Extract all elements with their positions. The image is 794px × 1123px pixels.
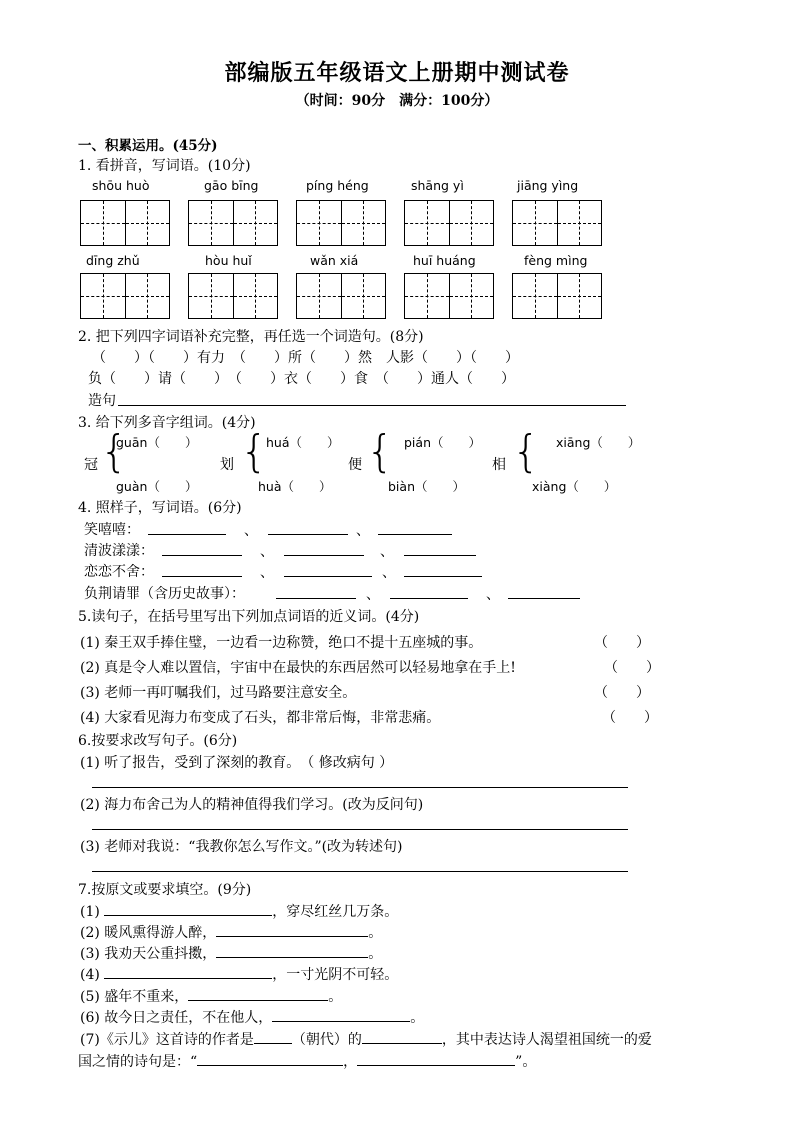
q5-answer-paren[interactable]: （ ） xyxy=(602,710,658,726)
q4-answer-line[interactable] xyxy=(276,598,356,599)
q1-pinyin-4: shāng yì xyxy=(411,178,464,193)
q7-blank[interactable] xyxy=(362,1029,442,1044)
q3-reading: guān（ ） xyxy=(116,435,198,450)
q7-text: (4) xyxy=(80,967,100,983)
q1-writing-box[interactable] xyxy=(80,273,170,319)
q1-writing-box[interactable] xyxy=(404,273,494,319)
q1-prompt: 1. 看拼音，写词语。(10分) xyxy=(78,158,251,174)
q7-text: (2) 暖风熏得游人醉， xyxy=(80,925,217,941)
q1-pinyin-6: dīng zhǔ xyxy=(86,253,140,268)
q1-writing-box[interactable] xyxy=(296,200,386,246)
q3-reading: pián（ ） xyxy=(404,435,481,450)
q1-writing-box[interactable] xyxy=(404,200,494,246)
q7-text: 国之情的诗句是：“ xyxy=(78,1054,198,1070)
q3-reading: guàn（ ） xyxy=(116,479,198,494)
q2-prompt: 2. 把下列四字词语补充完整，再任选一个词造句。(8分) xyxy=(78,329,424,345)
q7-blank[interactable] xyxy=(104,964,272,979)
q7-text: ， xyxy=(343,1054,358,1070)
q7-text: 。 xyxy=(410,1010,425,1026)
q3-prompt: 3. 给下列多音字组词。(4分) xyxy=(78,415,256,431)
q3-char: 相 xyxy=(492,457,506,473)
q7-line-1 xyxy=(80,901,398,921)
q5-answer-paren[interactable]: （ ） xyxy=(594,685,650,701)
q7-blank[interactable] xyxy=(272,1007,410,1022)
q7-prompt: 7.按原文或要求填空。(9分) xyxy=(78,882,252,898)
q7-text: 。 xyxy=(368,925,383,941)
q5-item: (3) 老师一再叮嘱我们，过马路要注意安全。 xyxy=(80,685,357,701)
q3-char: 划 xyxy=(220,457,234,473)
q1-pinyin-7: hòu huǐ xyxy=(205,253,252,268)
q7-text: (7)《示儿》这首诗的作者是 xyxy=(80,1032,254,1048)
q1-writing-box[interactable] xyxy=(296,273,386,319)
q7-line-6 xyxy=(80,1007,424,1027)
q3-reading: huá（ ） xyxy=(266,435,340,450)
q6-answer-line[interactable] xyxy=(92,787,628,788)
q3-char: 冠 xyxy=(84,457,98,473)
q7-blank[interactable] xyxy=(188,986,328,1001)
q4-item: 恋恋不舍： xyxy=(84,564,154,580)
q4-item: 笑嘻嘻： xyxy=(84,522,140,538)
q4-sep: 、 xyxy=(260,565,274,581)
q7-text: ，一寸光阴不可轻。 xyxy=(272,967,399,983)
q5-item: (1) 秦王双手捧住璧，一边看一边称赞，绝口不提十五座城的事。 xyxy=(80,635,483,651)
brace-icon: { xyxy=(512,426,540,477)
q3-reading: xiàng（ ） xyxy=(532,479,617,494)
q4-answer-line[interactable] xyxy=(404,555,476,556)
q4-sep: 、 xyxy=(382,565,396,581)
q4-answer-line[interactable] xyxy=(284,555,364,556)
q7-text: ，穿尽红丝几万条。 xyxy=(272,904,399,920)
q7-text: ，其中表达诗人渴望祖国统一的爱 xyxy=(441,1032,652,1048)
q1-pinyin-2: gāo bīng xyxy=(204,178,259,193)
q1-writing-box[interactable] xyxy=(80,200,170,246)
q5-item: (4) 大家看见海力布变成了石头，都非常后悔，非常悲痛。 xyxy=(80,710,441,726)
q4-item: 清波漾漾： xyxy=(84,543,154,559)
q7-line-5 xyxy=(80,986,342,1006)
q7-blank[interactable] xyxy=(216,943,368,958)
q3-reading: biàn（ ） xyxy=(388,479,465,494)
q1-pinyin-9: huī huáng xyxy=(413,253,476,268)
q1-writing-box[interactable] xyxy=(188,273,278,319)
q6-item: (3) 老师对我说：“我教你怎么写作文。”(改为转述句) xyxy=(80,839,403,855)
q7-text: 。 xyxy=(328,989,343,1005)
q4-answer-line[interactable] xyxy=(390,598,468,599)
q1-pinyin-10: fèng mìng xyxy=(524,253,588,268)
q7-line-8 xyxy=(78,1051,536,1071)
q7-text: (1) xyxy=(80,904,100,920)
q5-prompt: 5.读句子，在括号里写出下列加点词语的近义词。(4分) xyxy=(78,609,420,625)
q4-answer-line[interactable] xyxy=(162,555,242,556)
q7-blank[interactable] xyxy=(216,922,368,937)
q4-answer-line[interactable] xyxy=(378,534,452,535)
q7-blank[interactable] xyxy=(357,1051,515,1066)
q4-answer-line[interactable] xyxy=(148,534,226,535)
q4-sep: 、 xyxy=(260,544,274,560)
q7-text: (5) 盛年不重来， xyxy=(80,989,189,1005)
section-heading: 一、积累运用。(45分) xyxy=(78,138,218,154)
q1-writing-box[interactable] xyxy=(512,273,602,319)
q4-answer-line[interactable] xyxy=(284,576,372,577)
brace-icon: { xyxy=(366,426,394,477)
q6-prompt: 6.按要求改写句子。(6分) xyxy=(78,733,238,749)
q6-answer-line[interactable] xyxy=(92,829,628,830)
q7-line-2 xyxy=(80,922,382,942)
q1-pinyin-8: wǎn xiá xyxy=(310,253,359,268)
q7-text: 。 xyxy=(368,946,383,962)
q7-text: （朝代）的 xyxy=(291,1032,362,1048)
q1-pinyin-5: jiāng yìng xyxy=(517,178,579,193)
q7-text: (6) 故今日之责任，不在他人， xyxy=(80,1010,273,1026)
brace-icon: { xyxy=(100,426,128,477)
q7-line-7 xyxy=(80,1029,652,1049)
q2-line-2: 负（ ）请（ ） （ ）衣（ ）食 （ ）通人（ ） xyxy=(88,371,515,387)
q4-sep: 、 xyxy=(380,544,394,560)
q4-answer-line[interactable] xyxy=(162,576,242,577)
brace-icon: { xyxy=(240,426,268,477)
q3-reading: xiāng（ ） xyxy=(556,435,641,450)
q7-text: ”。 xyxy=(515,1054,537,1070)
q6-answer-line[interactable] xyxy=(92,871,628,872)
q5-answer-paren[interactable]: （ ） xyxy=(604,660,660,676)
q4-answer-line[interactable] xyxy=(508,598,580,599)
q2-line-1: （ ）（ ）有力 （ ）所（ ）然 人影（ ）（ ） xyxy=(92,350,519,366)
q3-char: 便 xyxy=(348,457,362,473)
q7-text: (3) 我劝天公重抖擞， xyxy=(80,946,217,962)
q7-blank[interactable] xyxy=(197,1051,343,1066)
q1-writing-box[interactable] xyxy=(512,200,602,246)
q4-sep: 、 xyxy=(366,587,380,603)
q2-sentence-line[interactable] xyxy=(118,405,626,406)
q3-reading: huà（ ） xyxy=(258,479,332,494)
q4-prompt: 4. 照样子，写词语。(6分) xyxy=(78,500,242,516)
q5-item: (2) 真是令人难以置信，宇宙中在最快的东西居然可以轻易地拿在手上! xyxy=(80,660,516,676)
q7-line-3 xyxy=(80,943,382,963)
q4-answer-line[interactable] xyxy=(404,576,482,577)
q2-sentence-label: 造句 xyxy=(88,393,116,409)
q4-sep: 、 xyxy=(244,523,258,539)
q1-writing-box[interactable] xyxy=(188,200,278,246)
q5-answer-paren[interactable]: （ ） xyxy=(594,635,650,651)
q7-line-4 xyxy=(80,964,398,984)
q7-blank[interactable] xyxy=(104,901,272,916)
q4-sep: 、 xyxy=(486,587,500,603)
q7-blank[interactable] xyxy=(254,1029,292,1044)
exam-info: （时间：90分 满分：100分） xyxy=(295,93,499,109)
q6-item: (2) 海力布舍己为人的精神值得我们学习。(改为反问句) xyxy=(80,797,424,813)
q6-item: (1) 听了报告，受到了深刻的教育。 （ 修改病句 ） xyxy=(80,755,394,771)
q4-answer-line[interactable] xyxy=(268,534,348,535)
q4-sep: 、 xyxy=(356,523,370,539)
q4-item: 负荆请罪（含历史故事）： xyxy=(84,586,245,602)
q1-pinyin-1: shōu huò xyxy=(92,178,150,193)
page-title: 部编版五年级语文上册期中测试卷 xyxy=(224,60,570,86)
q1-pinyin-3: píng héng xyxy=(306,178,369,193)
